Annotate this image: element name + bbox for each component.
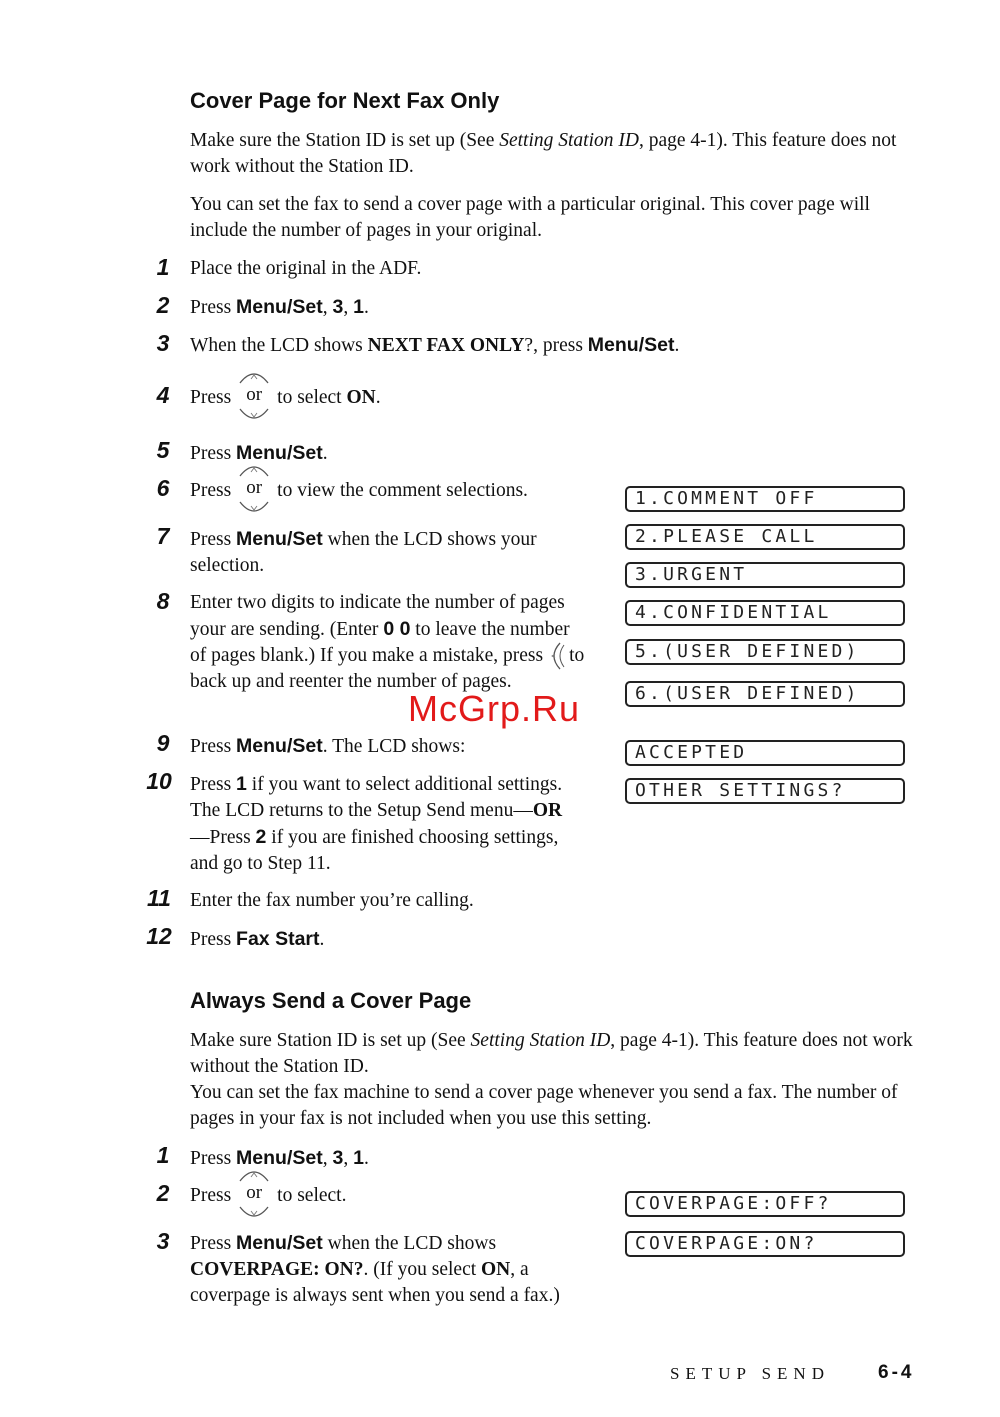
intro-paragraph — [190, 1028, 925, 1132]
step-text — [190, 590, 590, 695]
key-name: Menu/Set — [236, 296, 323, 318]
intro-text: , page 4-1). This feature does not work without the Station ID. — [190, 130, 897, 177]
key-name: Menu/Set — [236, 1232, 323, 1254]
text: if you want to select additional settings. The LCD returns to the Setup Send menu— — [190, 774, 563, 821]
text: to leave the number of pages blank.) If you make a mistake, press — [190, 619, 570, 666]
intro-paragraph — [190, 128, 925, 180]
cross-reference: Setting Station ID — [499, 130, 639, 151]
text: Press — [190, 529, 237, 550]
lcd-term: ON — [481, 1259, 511, 1280]
text: . — [363, 297, 369, 318]
intro-text: You can set the fax machine to send a cover page whenever you send a fax. The number of pages in your fax is not included when you use this setting. — [190, 1082, 898, 1129]
text: . The LCD shows: — [322, 736, 466, 757]
step-number: 3 — [156, 330, 170, 356]
text: Press — [190, 1233, 237, 1254]
step-text — [190, 926, 925, 953]
key-name: Menu/Set — [236, 1147, 323, 1169]
text: Press — [190, 929, 237, 950]
text: to view the comment selections. — [277, 480, 528, 501]
step-text: Place the original in the ADF. — [190, 258, 422, 279]
text: to select. — [277, 1185, 347, 1206]
section-heading: Cover Page for Next Fax Only — [190, 88, 500, 113]
lcd-term: ON — [346, 387, 376, 408]
step-number: 3 — [156, 1228, 170, 1254]
step-text — [190, 332, 925, 359]
text: Press — [190, 1185, 232, 1206]
intro-text: , page 4-1). This feature does not work without the Station ID. — [190, 1030, 913, 1077]
intro-text: Make sure Station ID is set up (See — [190, 1030, 471, 1051]
back-arrow-key-icon — [545, 641, 567, 671]
step-number: 8 — [156, 588, 170, 614]
step-number: 5 — [156, 437, 170, 463]
key-name: Menu/Set — [587, 334, 675, 356]
step-number: 4 — [156, 382, 170, 408]
step-number: 11 — [147, 885, 171, 911]
key-name: 1 — [353, 296, 364, 318]
step-number: 7 — [156, 523, 170, 549]
lcd-display: 4.CONFIDENTIAL — [625, 600, 905, 626]
step-text — [190, 294, 925, 321]
key-name: Menu/Set — [236, 442, 323, 464]
step-text — [190, 478, 600, 504]
text: Press — [190, 297, 237, 318]
emphasis: OR — [532, 800, 563, 821]
cross-reference: Setting Station ID — [470, 1030, 611, 1051]
text: when the LCD shows — [322, 1233, 497, 1254]
step-text — [190, 440, 925, 467]
key-name: 1 — [236, 773, 247, 795]
lcd-term: COVERPAGE: ON? — [190, 1259, 364, 1280]
lcd-display: 2.PLEASE CALL — [625, 524, 905, 550]
lcd-display: OTHER SETTINGS? — [625, 778, 905, 804]
step-text — [190, 385, 925, 411]
key-name: 2 — [255, 826, 267, 848]
text: . (If you select — [363, 1259, 482, 1280]
text: . — [319, 929, 325, 950]
or-label: or — [246, 383, 263, 405]
step-number: 1 — [156, 1142, 170, 1168]
nav-up-down-key-icon — [237, 369, 271, 423]
text: to select — [277, 387, 347, 408]
text: Press — [190, 387, 232, 408]
footer-section-title: SETUP SEND — [670, 1364, 830, 1383]
text: Press — [190, 774, 237, 795]
intro-text: Make sure the Station ID is set up (See — [190, 130, 500, 151]
key-name: 3 — [332, 296, 344, 318]
step-text — [190, 1230, 610, 1309]
step-text: Enter the fax number you’re calling. — [190, 890, 474, 911]
intro-paragraph: You can set the fax to send a cover page with a particular original. This cover page will include the number of pages in your original. — [190, 194, 870, 241]
text: , — [343, 1148, 354, 1169]
text: Press — [190, 1148, 237, 1169]
lcd-display: ACCEPTED — [625, 740, 905, 766]
key-name: Fax Start — [236, 928, 320, 950]
step-number: 2 — [156, 292, 170, 318]
text: Enter two digits to indicate the number of pages your are sending. (Enter — [190, 592, 565, 640]
lcd-display: 1.COMMENT OFF — [625, 486, 905, 512]
nav-up-down-key-icon — [237, 1167, 271, 1221]
key-name: 0 0 — [383, 618, 411, 640]
step-number: 1 — [156, 254, 170, 280]
text: Press — [190, 480, 232, 501]
text: —Press — [190, 827, 256, 848]
key-name: Menu/Set — [236, 735, 323, 757]
page-number: 6-4 — [878, 1362, 915, 1383]
lcd-display: COVERPAGE:ON? — [625, 1231, 905, 1257]
step-text — [190, 1183, 590, 1209]
watermark: McGrp.Ru — [408, 688, 581, 729]
or-label: or — [246, 476, 263, 498]
nav-up-down-key-icon — [237, 462, 271, 516]
or-label: or — [246, 1181, 263, 1203]
lcd-display: COVERPAGE:OFF? — [625, 1191, 905, 1217]
text: ?, press — [524, 335, 588, 356]
lcd-display: 6.(USER DEFINED) — [625, 681, 905, 707]
key-name: 1 — [353, 1147, 364, 1169]
section-heading: Always Send a Cover Page — [190, 988, 472, 1013]
lcd-term: NEXT FAX ONLY — [367, 335, 525, 356]
step-text — [190, 771, 580, 877]
text: , a coverpage is always sent when you send a fax.) — [190, 1259, 560, 1306]
text: . — [363, 1148, 369, 1169]
text: , — [322, 1148, 333, 1169]
text: , — [322, 297, 333, 318]
lcd-display: 3.URGENT — [625, 562, 905, 588]
text: , — [343, 297, 354, 318]
step-text — [190, 1145, 925, 1172]
step-number: 9 — [156, 730, 170, 756]
step-text — [190, 733, 590, 760]
step-number: 12 — [146, 923, 172, 949]
lcd-display: 5.(USER DEFINED) — [625, 639, 905, 665]
text: . — [674, 335, 680, 356]
key-name: 3 — [332, 1147, 344, 1169]
text: Press — [190, 736, 237, 757]
text: . — [322, 443, 328, 464]
key-name: Menu/Set — [236, 528, 323, 550]
step-number: 10 — [146, 768, 172, 794]
step-number: 6 — [156, 475, 170, 501]
text: to back up and reenter the number of pages. — [190, 645, 585, 692]
text: Press — [190, 443, 237, 464]
step-number: 2 — [156, 1180, 170, 1206]
text: if you are finished choosing settings, and go to Step 11. — [190, 827, 559, 874]
text: when the LCD shows your selection. — [190, 529, 537, 576]
step-text — [190, 526, 590, 579]
text: When the LCD shows — [190, 335, 368, 356]
text: . — [375, 387, 381, 408]
